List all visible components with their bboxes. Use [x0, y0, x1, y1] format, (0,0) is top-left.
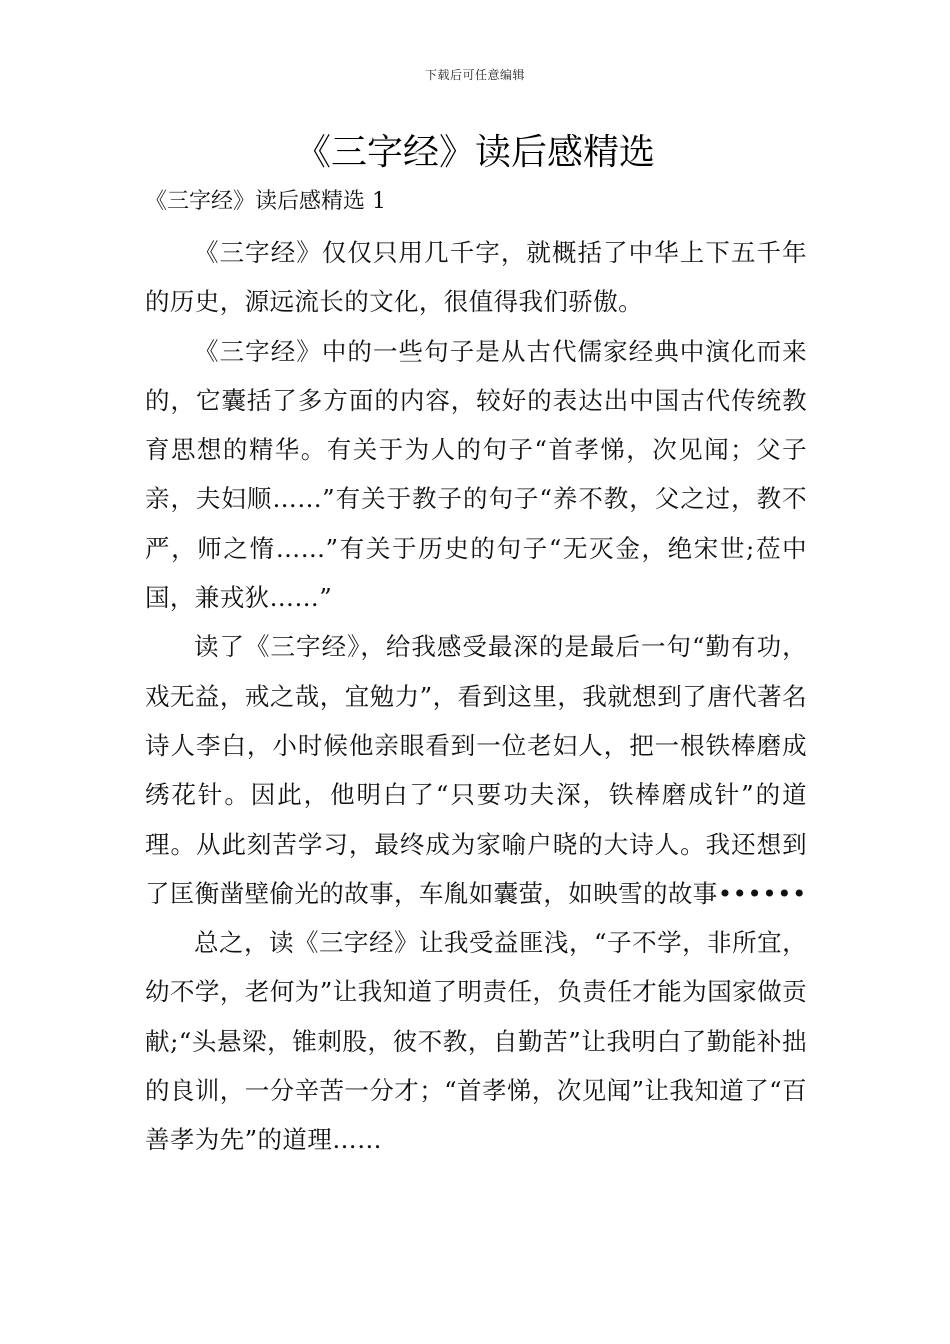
- paragraph-2: 《三字经》中的一些句子是从古代儒家经典中演化而来的，它囊括了多方面的内容，较好的表达出中国古代传统教育思想的精华。有关于为人的句子“首孝悌，次见闻；父子亲，夫妇顺……”有关于教子的句子“养不教，父之过，教不严，师之惰……”有关于历史的句子“无灭金，绝宋世;莅中国，兼戎狄……”: [145, 336, 807, 613]
- header-note: 下载后可任意编辑: [424, 68, 525, 82]
- paragraph-4: 总之，读《三字经》让我受益匪浅，“子不学，非所宜，幼不学，老何为”让我知道了明责任，负责任才能为国家做贡献;“头悬梁，锥刺股，彼不教，自勤苦”让我明白了勤能补拙的良训，一分辛苦一分才；“首孝悌，次见闻”让我知道了“百善孝为先”的道理……: [145, 928, 807, 1155]
- paragraph-1: 《三字经》仅仅只用几千字，就概括了中华上下五千年的历史，源远流长的文化，很值得我们骄傲。: [145, 238, 807, 317]
- document-title: 《三字经》读后感精选: [294, 132, 655, 173]
- paragraph-3: 读了《三字经》，给我感受最深的是最后一句“勤有功，戏无益，戒之哉，宜勉力”，看到这里，我就想到了唐代著名诗人李白，小时候他亲眼看到一位老妇人，把一根铁棒磨成绣花针。因此，他明白了“只要功夫深，铁棒磨成针”的道理。从此刻苦学习，最终成为家喻户晓的大诗人。我还想到了匡衡凿壁偷光的故事，车胤如囊萤，如映雪的故事••••••: [145, 632, 807, 908]
- document-body: [145, 228, 807, 1165]
- section-subtitle: 《三字经》读后感精选 1: [145, 189, 386, 214]
